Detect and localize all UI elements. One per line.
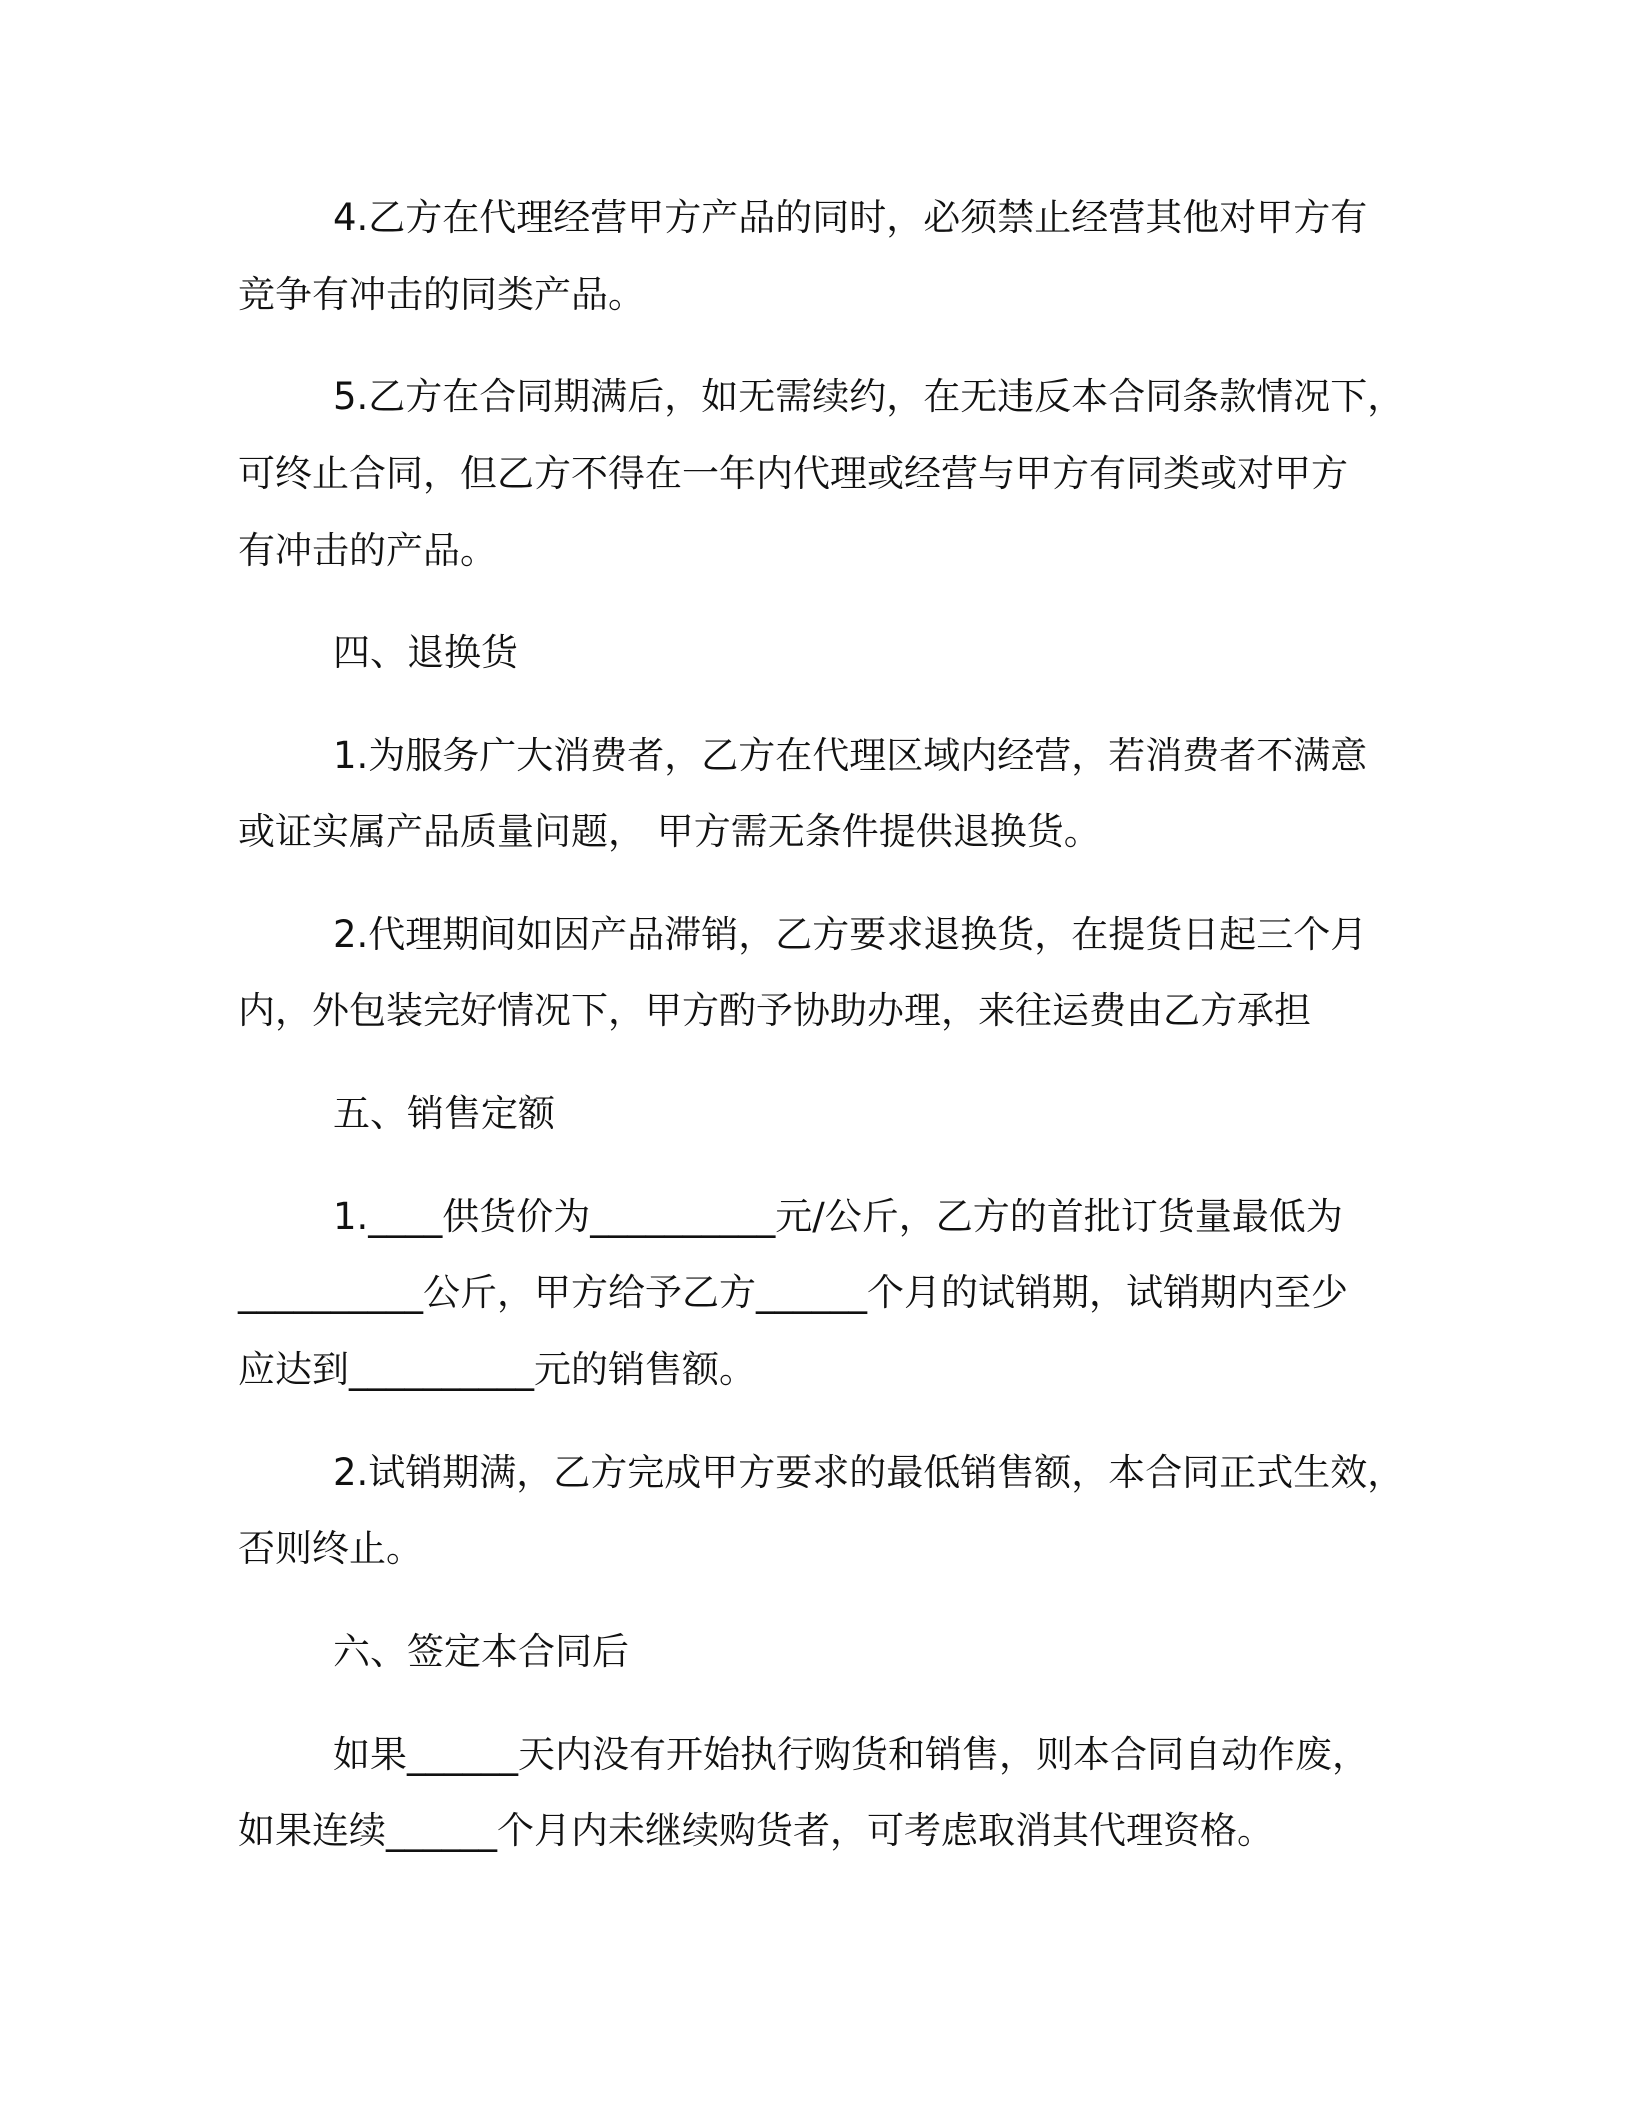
clause-3-4-line-1: 4.乙方在代理经营甲方产品的同时，必须禁止经营其他对甲方有 — [333, 196, 1368, 239]
clause-6-line-1: 如果______天内没有开始执行购货和销售，则本合同自动作废， — [333, 1733, 1369, 1776]
clause-6-line-2: 如果连续______个月内未继续购货者，可考虑取消其代理资格。 — [238, 1809, 1274, 1852]
clause-4-2-line-2: 内，外包装完好情况下，甲方酌予协助办理，来往运费由乙方承担 — [238, 989, 1311, 1032]
section-heading-6: 六、签定本合同后 — [333, 1630, 629, 1673]
section-heading-4: 四、退换货 — [333, 631, 518, 674]
clause-5-1-line-2: __________公斤，甲方给予乙方______个月的试销期，试销期内至少 — [238, 1271, 1348, 1314]
section-heading-5: 五、销售定额 — [333, 1092, 555, 1135]
clause-4-1-line-1: 1.为服务广大消费者，乙方在代理区域内经营，若消费者不满意 — [333, 734, 1368, 777]
clause-5-1-line-3: 应达到__________元的销售额。 — [238, 1348, 756, 1391]
clause-4-1-line-2: 或证实属产品质量问题， 甲方需无条件提供退换货。 — [238, 810, 1101, 853]
clause-3-4-line-2: 竞争有冲击的同类产品。 — [238, 273, 645, 316]
clause-5-2-line-2: 否则终止。 — [238, 1527, 423, 1570]
clause-3-5-line-1: 5.乙方在合同期满后，如无需续约，在无违反本合同条款情况下， — [333, 375, 1405, 418]
clause-5-2-line-1: 2.试销期满，乙方完成甲方要求的最低销售额，本合同正式生效， — [333, 1451, 1405, 1494]
clause-4-2-line-1: 2.代理期间如因产品滞销，乙方要求退换货，在提货日起三个月 — [333, 913, 1368, 956]
clause-3-5-line-2: 可终止合同，但乙方不得在一年内代理或经营与甲方有同类或对甲方 — [238, 452, 1348, 495]
clause-5-1-line-1: 1.____供货价为__________元/公斤，乙方的首批订货量最低为 — [333, 1195, 1343, 1238]
clause-3-5-line-3: 有冲击的产品。 — [238, 529, 497, 572]
